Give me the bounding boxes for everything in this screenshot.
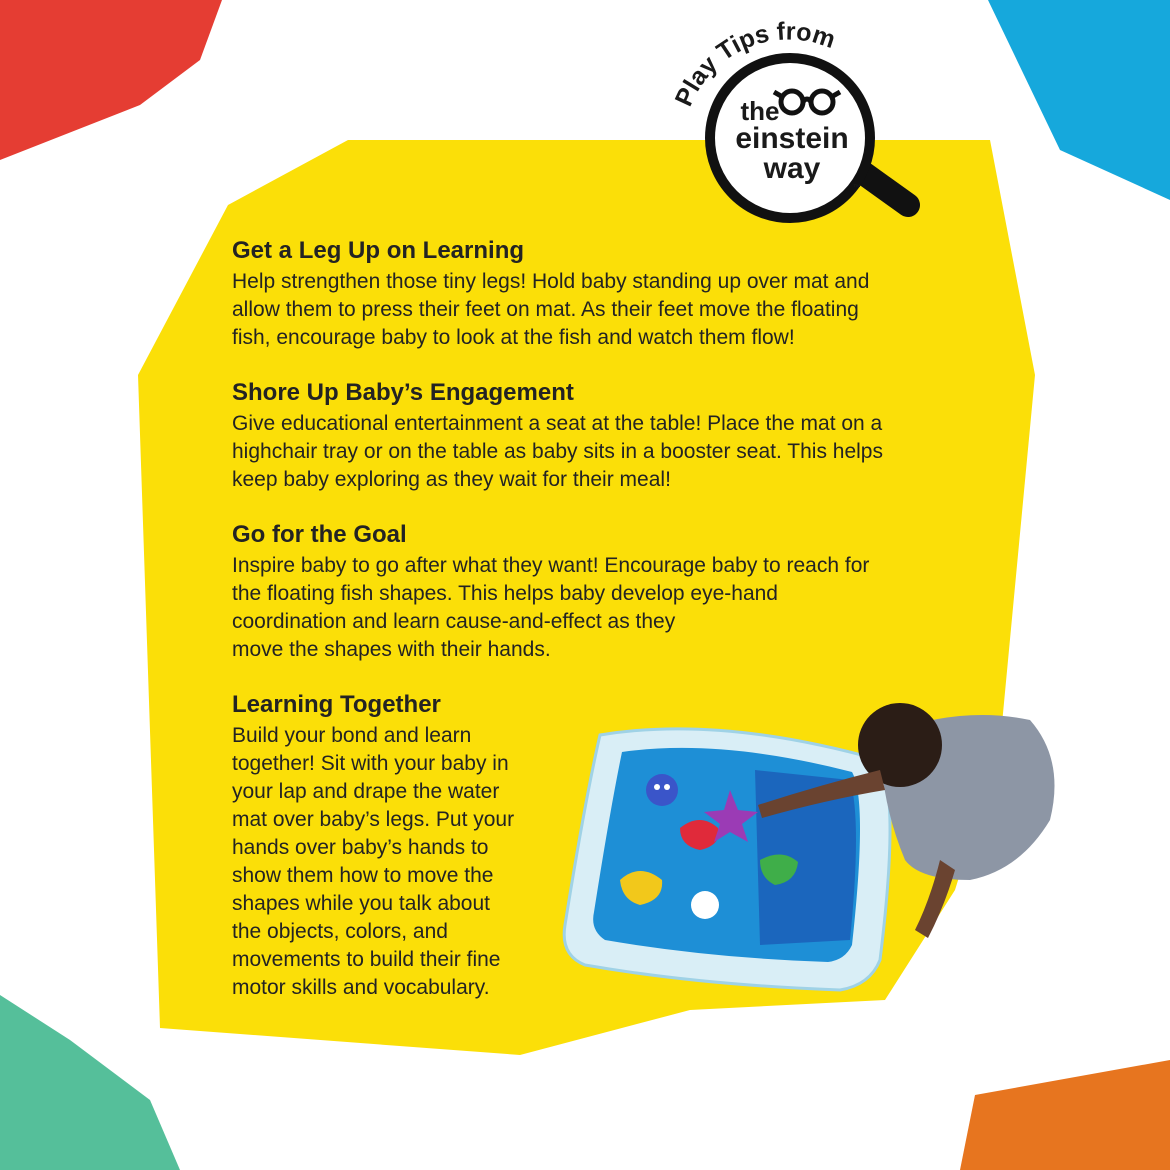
tip-title: Shore Up Baby’s Engagement xyxy=(232,379,574,406)
tip-body: Help strengthen those tiny legs! Hold baby standing up over mat and allow them to press their feet on mat. As their feet move the floating fish, encourage baby to look at the fish and watch them flow! xyxy=(232,270,870,349)
octopus-shape xyxy=(646,774,678,806)
tip-title: Go for the Goal xyxy=(232,521,407,548)
shell-shape xyxy=(691,891,719,919)
trademark-symbol: ™ xyxy=(853,183,861,192)
tip-body: Build your bond and learn together! Sit with your baby in your lap and drape the water mat over baby’s legs. Put your hands over baby’s hands to show them how to move the shapes while you talk about the objects, colors, and movements to build their fine motor skills and vocabulary. xyxy=(232,724,515,999)
tip-title: Get a Leg Up on Learning xyxy=(232,237,525,264)
tip-body: Inspire baby to go after what they want! Encourage baby to reach for the floating fish shapes. This helps baby develop eye-hand coordination and learn cause-and-effect as they move the shapes with their hands. xyxy=(232,554,870,661)
tip-title: Learning Together xyxy=(232,691,441,718)
logo-word-einstein: einstein xyxy=(735,122,849,155)
logo-word-way: way xyxy=(763,152,821,185)
logo-word-the: the xyxy=(740,96,780,126)
badge-arc-text: Play Tips from xyxy=(669,17,839,111)
tip-body: Give educational entertainment a seat at the table! Place the mat on a highchair tray or on the table as baby sits in a booster seat. This helps keep baby exploring as they wait for their meal! xyxy=(232,412,883,491)
